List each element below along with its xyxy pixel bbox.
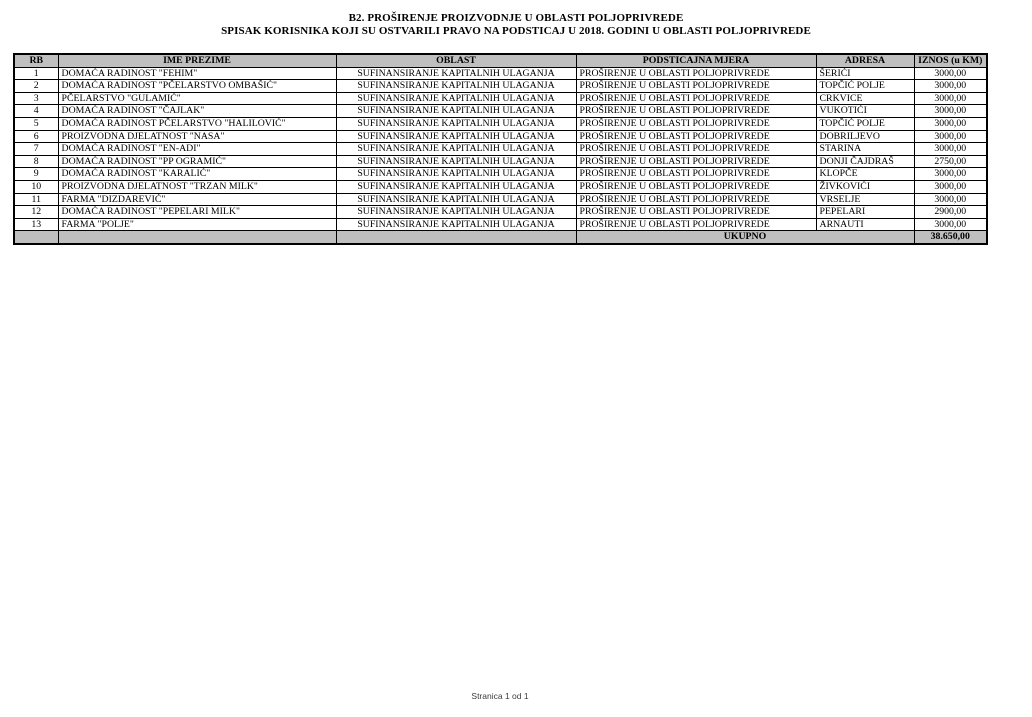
cell-ime-prezime: DOMAĆA RADINOST "KARALIĆ" [58, 168, 336, 181]
cell-podsticajna-mjera: PROŠIRENJE U OBLASTI POLJOPRIVREDE [576, 105, 816, 118]
cell-oblast: SUFINANSIRANJE KAPITALNIH ULAGANJA [336, 92, 576, 105]
table-row [14, 117, 987, 130]
cell-podsticajna-mjera: PROŠIRENJE U OBLASTI POLJOPRIVREDE [576, 218, 816, 231]
cell-rb: 10 [14, 180, 58, 193]
cell-adresa: STARINA [816, 143, 914, 156]
column-header: IME PREZIME [58, 54, 336, 67]
cell-podsticajna-mjera: PROŠIRENJE U OBLASTI POLJOPRIVREDE [576, 143, 816, 156]
table-row [14, 80, 987, 93]
cell-iznos: 3000,00 [914, 80, 987, 93]
cell-podsticajna-mjera: PROŠIRENJE U OBLASTI POLJOPRIVREDE [576, 155, 816, 168]
cell-rb: 1 [14, 67, 58, 80]
cell-rb: 6 [14, 130, 58, 143]
table-row [14, 92, 987, 105]
total-row [14, 231, 987, 244]
cell-ime-prezime: DOMAĆA RADINOST "ČAJLAK" [58, 105, 336, 118]
cell-ime-prezime: PROIZVODNA DJELATNOST "NASA" [58, 130, 336, 143]
cell-ime-prezime: DOMAĆA RADINOST "FEHIM" [58, 67, 336, 80]
cell-podsticajna-mjera: PROŠIRENJE U OBLASTI POLJOPRIVREDE [576, 193, 816, 206]
cell-ime-prezime: FARMA "POLJE" [58, 218, 336, 231]
cell-iznos: 3000,00 [914, 117, 987, 130]
table-row [14, 105, 987, 118]
cell-oblast: SUFINANSIRANJE KAPITALNIH ULAGANJA [336, 218, 576, 231]
table-row [14, 67, 987, 80]
total-empty-cell [336, 231, 576, 244]
beneficiaries-table [13, 53, 988, 245]
document-title [0, 12, 1032, 37]
cell-adresa: TOPČIĆ POLJE [816, 80, 914, 93]
cell-iznos: 3000,00 [914, 193, 987, 206]
cell-rb: 9 [14, 168, 58, 181]
cell-oblast: SUFINANSIRANJE KAPITALNIH ULAGANJA [336, 180, 576, 193]
cell-rb: 7 [14, 143, 58, 156]
cell-oblast: SUFINANSIRANJE KAPITALNIH ULAGANJA [336, 67, 576, 80]
cell-adresa: ARNAUTI [816, 218, 914, 231]
cell-podsticajna-mjera: PROŠIRENJE U OBLASTI POLJOPRIVREDE [576, 67, 816, 80]
cell-rb: 5 [14, 117, 58, 130]
cell-ime-prezime: DOMAĆA RADINOST "PČELARSTVO OMBAŠIĆ" [58, 80, 336, 93]
cell-oblast: SUFINANSIRANJE KAPITALNIH ULAGANJA [336, 155, 576, 168]
cell-iznos: 3000,00 [914, 218, 987, 231]
cell-oblast: SUFINANSIRANJE KAPITALNIH ULAGANJA [336, 206, 576, 219]
cell-ime-prezime: DOMAĆA RADINOST "PP OGRAMIĆ" [58, 155, 336, 168]
cell-ime-prezime: DOMAĆA RADINOST PČELARSTVO "HALILOVIĆ" [58, 117, 336, 130]
cell-ime-prezime: FARMA "DIZDAREVIĆ" [58, 193, 336, 206]
cell-iznos: 3000,00 [914, 130, 987, 143]
table-row [14, 206, 987, 219]
cell-adresa: TOPČIĆ POLJE [816, 117, 914, 130]
cell-adresa: VUKOTIĆI [816, 105, 914, 118]
cell-podsticajna-mjera: PROŠIRENJE U OBLASTI POLJOPRIVREDE [576, 130, 816, 143]
cell-adresa: DOBRILJEVO [816, 130, 914, 143]
table-row [14, 143, 987, 156]
table-row [14, 180, 987, 193]
cell-podsticajna-mjera: PROŠIRENJE U OBLASTI POLJOPRIVREDE [576, 206, 816, 219]
column-header: RB [14, 54, 58, 67]
table-row [14, 155, 987, 168]
column-header: PODSTICAJNA MJERA [576, 54, 816, 67]
table-row [14, 130, 987, 143]
cell-adresa: DONJI ČAJDRAŠ [816, 155, 914, 168]
cell-adresa: KLOPČE [816, 168, 914, 181]
cell-podsticajna-mjera: PROŠIRENJE U OBLASTI POLJOPRIVREDE [576, 92, 816, 105]
cell-rb: 13 [14, 218, 58, 231]
cell-iznos: 3000,00 [914, 105, 987, 118]
cell-iznos: 3000,00 [914, 92, 987, 105]
cell-iznos: 3000,00 [914, 67, 987, 80]
cell-iznos: 3000,00 [914, 168, 987, 181]
cell-podsticajna-mjera: PROŠIRENJE U OBLASTI POLJOPRIVREDE [576, 168, 816, 181]
cell-ime-prezime: DOMAĆA RADINOST "PEPELARI MILK" [58, 206, 336, 219]
cell-oblast: SUFINANSIRANJE KAPITALNIH ULAGANJA [336, 117, 576, 130]
cell-oblast: SUFINANSIRANJE KAPITALNIH ULAGANJA [336, 143, 576, 156]
cell-rb: 3 [14, 92, 58, 105]
cell-rb: 4 [14, 105, 58, 118]
total-value: 38.650,00 [914, 231, 987, 244]
cell-rb: 8 [14, 155, 58, 168]
page-title-line-1: B2. PROŠIRENJE PROIZVODNJE U OBLASTI POLJOPRIVREDE [348, 12, 684, 24]
cell-rb: 11 [14, 193, 58, 206]
page-title-line-2: SPISAK KORISNIKA KOJI SU OSTVARILI PRAVO NA PODSTICAJ U 2018. GODINI U OBLASTI POLJOPRIVREDE [221, 24, 811, 37]
table-row [14, 218, 987, 231]
cell-ime-prezime: PČELARSTVO "GULAMIĆ" [58, 92, 336, 105]
cell-ime-prezime: PROIZVODNA DJELATNOST "TRZAN MILK" [58, 180, 336, 193]
cell-iznos: 2750,00 [914, 155, 987, 168]
column-header: ADRESA [816, 54, 914, 67]
cell-iznos: 3000,00 [914, 143, 987, 156]
total-empty-cell [58, 231, 336, 244]
cell-adresa: VRSELJE [816, 193, 914, 206]
total-empty-cell [14, 231, 58, 244]
cell-rb: 12 [14, 206, 58, 219]
cell-podsticajna-mjera: PROŠIRENJE U OBLASTI POLJOPRIVREDE [576, 117, 816, 130]
cell-podsticajna-mjera: PROŠIRENJE U OBLASTI POLJOPRIVREDE [576, 180, 816, 193]
total-label: UKUPNO [576, 231, 914, 244]
cell-rb: 2 [14, 80, 58, 93]
cell-podsticajna-mjera: PROŠIRENJE U OBLASTI POLJOPRIVREDE [576, 80, 816, 93]
cell-ime-prezime: DOMAĆA RADINOST "EN-ADI" [58, 143, 336, 156]
cell-adresa: CRKVICE [816, 92, 914, 105]
cell-oblast: SUFINANSIRANJE KAPITALNIH ULAGANJA [336, 105, 576, 118]
page-number: Stranica 1 od 1 [471, 691, 529, 701]
cell-adresa: ŠERIĆI [816, 67, 914, 80]
table-header-row [14, 54, 987, 67]
cell-iznos: 3000,00 [914, 180, 987, 193]
column-header: IZNOS (u KM) [914, 54, 987, 67]
cell-oblast: SUFINANSIRANJE KAPITALNIH ULAGANJA [336, 193, 576, 206]
cell-iznos: 2900,00 [914, 206, 987, 219]
cell-adresa: PEPELARI [816, 206, 914, 219]
cell-oblast: SUFINANSIRANJE KAPITALNIH ULAGANJA [336, 168, 576, 181]
column-header: OBLAST [336, 54, 576, 67]
table-row [14, 168, 987, 181]
cell-oblast: SUFINANSIRANJE KAPITALNIH ULAGANJA [336, 80, 576, 93]
table-row [14, 193, 987, 206]
cell-adresa: ŽIVKOVIĆI [816, 180, 914, 193]
cell-oblast: SUFINANSIRANJE KAPITALNIH ULAGANJA [336, 130, 576, 143]
